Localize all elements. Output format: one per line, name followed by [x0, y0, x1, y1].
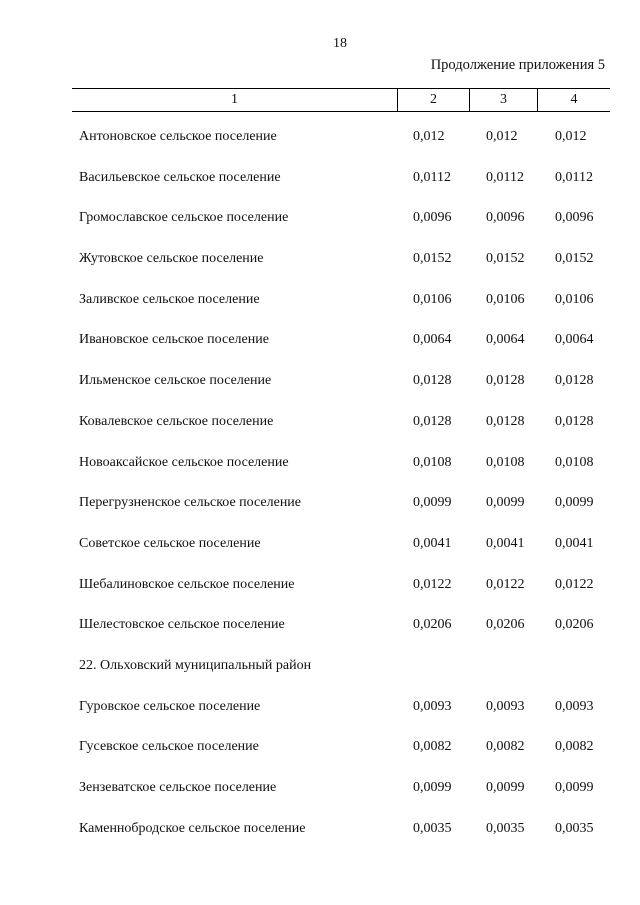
value-col-3: 0,0035 [486, 820, 525, 836]
value-col-2: 0,0106 [413, 291, 452, 307]
table-row [0, 809, 640, 850]
value-col-3: 0,0206 [486, 617, 525, 633]
value-col-4: 0,0041 [555, 535, 594, 551]
value-col-3: 0,0099 [486, 495, 525, 511]
value-col-3: 0,0128 [486, 413, 525, 429]
value-col-2: 0,0099 [413, 780, 452, 795]
value-col-2: 0,0206 [413, 617, 452, 633]
table-row [0, 158, 640, 199]
value-col-3: 0,0082 [486, 739, 525, 755]
value-col-3: 0,0108 [486, 454, 525, 470]
value-col-2: 0,0152 [413, 251, 452, 267]
settlement-name: Шебалиновское сельское поселение [79, 576, 295, 592]
settlement-name: Зензеватское сельское поселение [79, 780, 277, 795]
table-row [0, 524, 640, 565]
value-col-4: 0,0128 [555, 373, 594, 389]
value-col-4: 0,0035 [555, 820, 594, 836]
settlement-name: Ковалевское сельское поселение [79, 413, 274, 429]
settlement-name: Заливское сельское поселение [79, 291, 260, 307]
value-col-3: 0,0128 [486, 373, 525, 389]
value-col-3: 0,0122 [486, 576, 525, 592]
settlement-name: Гусевское сельское поселение [79, 739, 259, 755]
value-col-2: 0,0035 [413, 820, 452, 836]
value-col-3: 0,0041 [486, 535, 525, 551]
value-col-3: 0,0096 [486, 210, 525, 226]
value-col-2: 0,0112 [413, 169, 451, 185]
value-col-4: 0,012 [555, 129, 587, 144]
value-col-4: 0,0064 [555, 332, 594, 348]
value-col-4: 0,0206 [555, 617, 594, 633]
table-row [0, 117, 640, 158]
value-col-4: 0,0099 [555, 780, 594, 795]
value-col-4: 0,0093 [555, 698, 594, 714]
value-col-4: 0,0112 [555, 169, 593, 185]
settlement-name: Ильменское сельское поселение [79, 373, 272, 389]
value-col-3: 0,0093 [486, 698, 525, 714]
value-col-3: 0,0099 [486, 780, 525, 795]
value-col-4: 0,0082 [555, 739, 594, 755]
header-col-3: 3 [470, 89, 538, 111]
settlement-name: 22. Ольховский муниципальный район [79, 657, 312, 673]
table-row [0, 687, 640, 728]
page-number: 18 [333, 36, 347, 51]
table-header [72, 88, 610, 112]
value-col-2: 0,0099 [413, 495, 452, 511]
value-col-4: 0,0152 [555, 251, 594, 267]
value-col-4: 0,0108 [555, 454, 594, 470]
value-col-2: 0,0041 [413, 535, 452, 551]
settlement-name: Новоаксайское сельское поселение [79, 454, 289, 470]
header-col-2: 2 [398, 89, 470, 111]
table-row [0, 361, 640, 402]
table-row [0, 565, 640, 606]
value-col-4: 0,0106 [555, 291, 594, 307]
value-col-2: 0,0128 [413, 373, 452, 389]
value-col-2: 0,0108 [413, 454, 452, 470]
settlement-name: Антоновское сельское поселение [79, 129, 277, 144]
value-col-4: 0,0096 [555, 210, 594, 226]
settlement-name: Ивановское сельское поселение [79, 332, 269, 348]
settlement-name: Каменнобродское сельское поселение [79, 820, 306, 836]
settlement-name: Советское сельское поселение [79, 535, 261, 551]
value-col-4: 0,0099 [555, 495, 594, 511]
value-col-2: 0,0082 [413, 739, 452, 755]
settlement-name: Перегрузненское сельское поселение [79, 495, 302, 511]
table-row [0, 443, 640, 484]
value-col-3: 0,0064 [486, 332, 525, 348]
header-col-1: 1 [72, 89, 398, 111]
value-col-2: 0,0096 [413, 210, 452, 226]
table-row [0, 239, 640, 280]
value-col-3: 0,0112 [486, 169, 524, 185]
table-row [0, 280, 640, 321]
value-col-2: 0,0064 [413, 332, 452, 348]
settlement-name: Жутовское сельское поселение [79, 251, 264, 267]
value-col-2: 0,0122 [413, 576, 452, 592]
table-row [0, 483, 640, 524]
table-row [0, 320, 640, 361]
table-row [0, 605, 640, 646]
value-col-2: 0,0128 [413, 413, 452, 429]
table-row [0, 402, 640, 443]
value-col-3: 0,0106 [486, 291, 525, 307]
value-col-4: 0,0122 [555, 576, 594, 592]
value-col-2: 0,0093 [413, 698, 452, 714]
settlement-name: Громославское сельское поселение [79, 210, 289, 226]
table-body [0, 117, 640, 849]
header-col-4: 4 [570, 92, 578, 107]
value-col-3: 0,0152 [486, 251, 525, 267]
value-col-4: 0,0128 [555, 413, 594, 429]
table-row [0, 646, 640, 687]
settlement-name: Шелестовское сельское поселение [79, 617, 285, 633]
table-row [0, 768, 640, 809]
continuation-label: Продолжение приложения 5 [430, 57, 605, 73]
value-col-3: 0,012 [486, 129, 518, 144]
value-col-2: 0,012 [413, 129, 445, 144]
settlement-name: Васильевское сельское поселение [79, 169, 281, 185]
table-row [0, 198, 640, 239]
table-row [0, 727, 640, 768]
settlement-name: Гуровское сельское поселение [79, 698, 261, 714]
